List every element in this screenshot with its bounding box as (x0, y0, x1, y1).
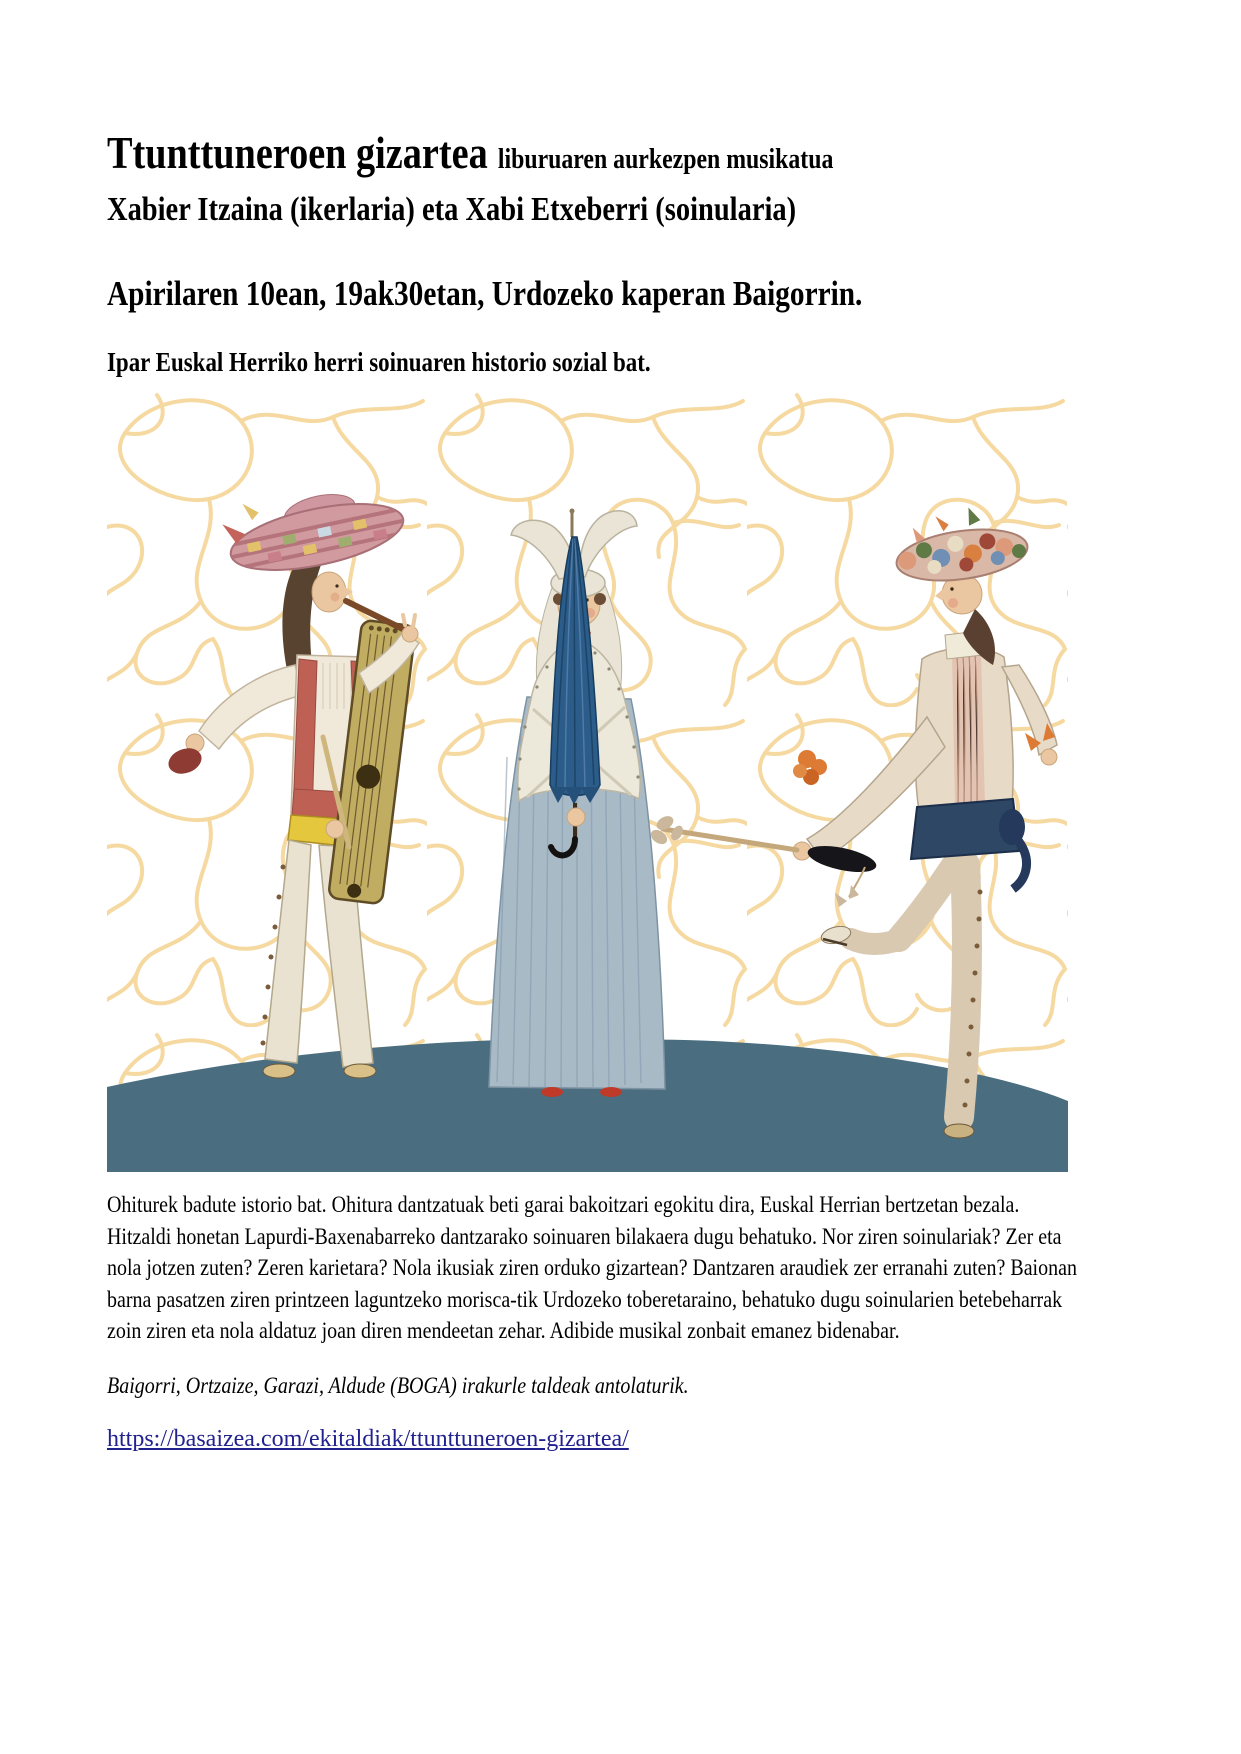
presenters-line: Xabier Itzaina (ikerlaria) eta Xabi Etxeberri (soinularia) (107, 191, 797, 228)
event-info-line: Apirilaren 10ean, 19ak30etan, Urdozeko kaperan Baigorrin. (107, 275, 863, 313)
event-illustration (107, 387, 1068, 1172)
event-link-line (107, 1424, 1085, 1454)
title-suffix: liburuaren aurkezpen musikatua (497, 144, 834, 175)
organizers-line: Baigorri, Ortzaize, Garazi, Aldude (BOGA) irakurle taldeak antolaturik. (107, 1372, 689, 1399)
page-title (107, 126, 1085, 187)
event-description: Ohiturek badute istorio bat. Ohitura dantzatuak beti garai bakoitzari egokitu dira, Euskal Herrian bertzetan bezala. Hitzaldi honetan Lapurdi-Baxenabarreko dantzarako soinuaren bilakaera dugu behatuko. Nor ziren soinulariak? Zer eta nola jotzen zuten? Zeren karietara? Nola ikusiak ziren orduko gizartean? Dantzaren araudiek zer erranahi zuten? Baionan barna pasatzen ziren printzeen laguntzeko morisca-tik Urdozeko toberetaraino, behatuko dugu soinularien betebeharrak zoin ziren eta nola aldatuz joan diren mendeetan zehar. Adibide musikal zonbait emanez bidenabar. (107, 1192, 1077, 1345)
subtitle-line: Ipar Euskal Herriko herri soinuaren historio sozial bat. (107, 347, 651, 377)
illustration-svg (107, 387, 1068, 1172)
document-content (107, 126, 1085, 1454)
title-main: Ttunttuneroen gizartea (107, 128, 488, 178)
event-link[interactable]: https://basaizea.com/ekitaldiak/ttunttuneroen-gizartea/ (107, 1425, 629, 1452)
